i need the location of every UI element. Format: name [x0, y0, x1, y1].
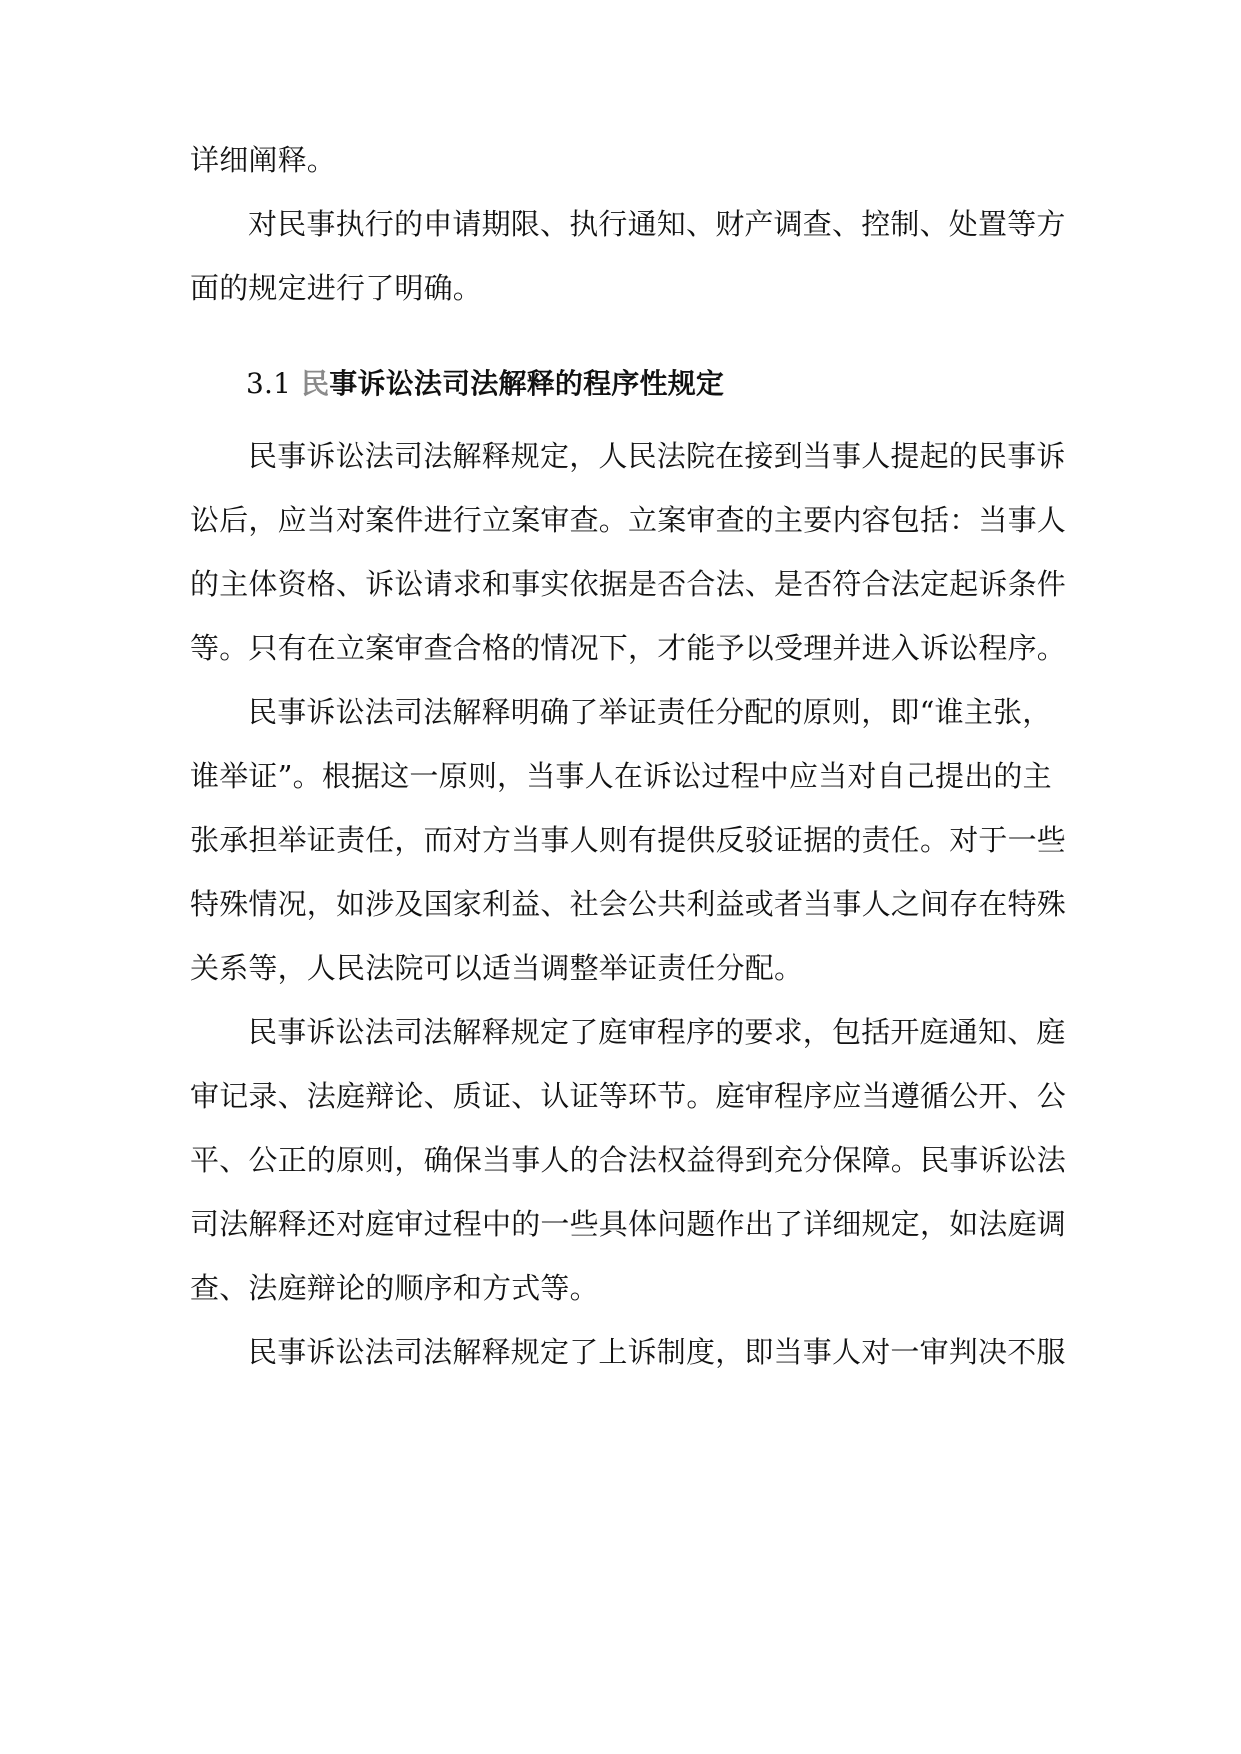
section-heading-first-char: 民: [301, 367, 330, 400]
text-line: 查、法庭辩论的顺序和方式等。: [190, 1271, 599, 1305]
paragraph-first-line: 民事诉讼法司法解释规定了庭审程序的要求，包括开庭通知、庭: [248, 1015, 1066, 1049]
text-line: 特殊情况，如涉及国家利益、社会公共利益或者当事人之间存在特殊: [190, 887, 1067, 921]
text-line: 详细阐释。: [190, 143, 337, 177]
text-line: 讼后，应当对案件进行立案审查。立案审查的主要内容包括：当事人: [190, 503, 1067, 537]
text-line: 审记录、法庭辩论、质证、认证等环节。庭审程序应当遵循公开、公: [190, 1079, 1067, 1113]
text-line: 张承担举证责任，而对方当事人则有提供反驳证据的责任。对于一些: [190, 823, 1067, 857]
text-line: 的主体资格、诉讼请求和事实依据是否合法、是否符合法定起诉条件: [190, 567, 1067, 601]
text-line: 关系等，人民法院可以适当调整举证责任分配。: [190, 951, 804, 985]
paragraph-first-line: 对民事执行的申请期限、执行通知、财产调查、控制、处置等方: [248, 207, 1066, 241]
paragraph-first-line: 民事诉讼法司法解释明确了举证责任分配的原则，即“谁主张，: [248, 695, 1052, 729]
text-line: 平、公正的原则，确保当事人的合法权益得到充分保障。民事诉讼法: [190, 1143, 1067, 1177]
text-line: 等。只有在立案审查合格的情况下，才能予以受理并进入诉讼程序。: [190, 631, 1067, 665]
section-number: 3.1: [246, 367, 292, 400]
text-line: 谁举证”。根据这一原则，当事人在诉讼过程中应当对自己提出的主: [190, 759, 1052, 793]
text-line: 面的规定进行了明确。: [190, 271, 483, 305]
paragraph-first-line: 民事诉讼法司法解释规定了上诉制度，即当事人对一审判决不服: [248, 1335, 1066, 1369]
text-line: 司法解释还对庭审过程中的一些具体问题作出了详细规定，如法庭调: [190, 1207, 1067, 1241]
section-heading-text: 事诉讼法司法解释的程序性规定: [329, 367, 725, 400]
section-heading: [246, 364, 724, 404]
paragraph-first-line: 民事诉讼法司法解释规定，人民法院在接到当事人提起的民事诉: [248, 439, 1066, 473]
